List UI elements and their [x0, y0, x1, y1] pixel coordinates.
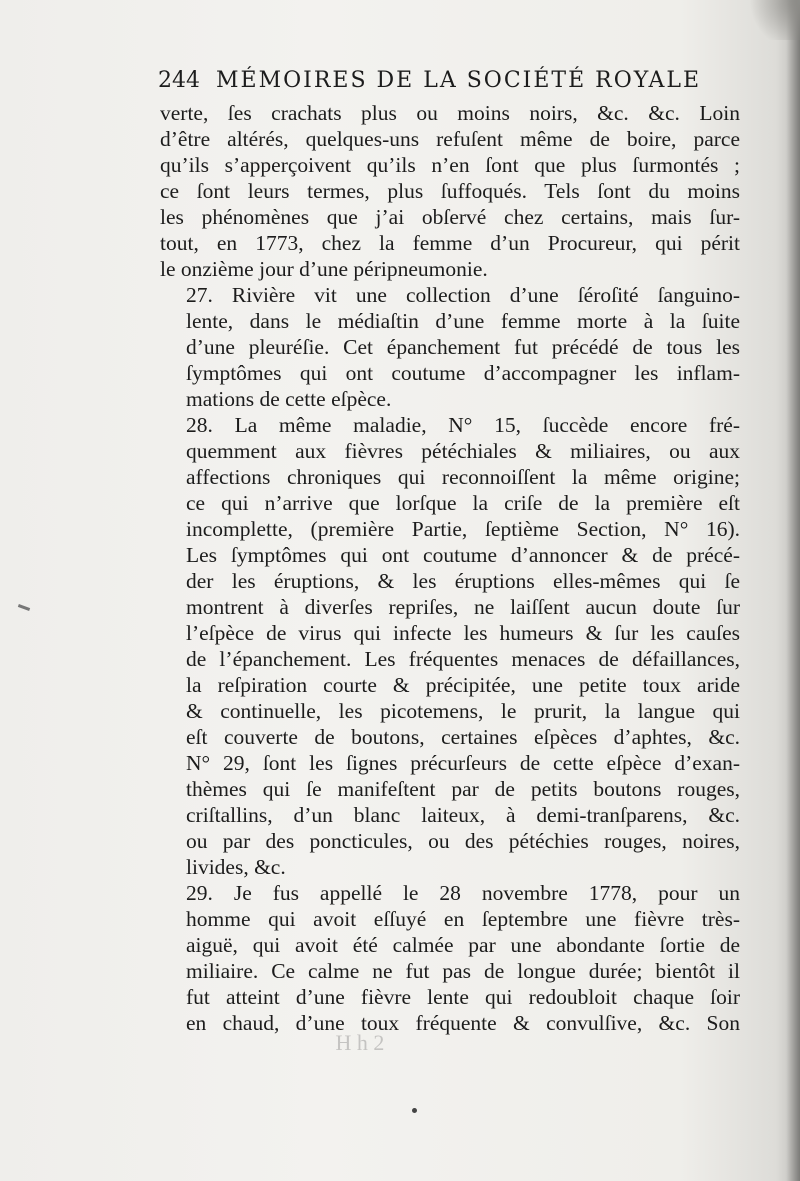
text-line: qu’ils s’apperçoivent qu’ils n’en ſont que plus ſurmontés ; — [160, 153, 740, 177]
text-line: 28. La même maladie, N° 15, ſuccède encore fré- — [186, 413, 740, 437]
margin-dash-mark — [18, 604, 30, 611]
paragraph-continuation — [160, 100, 740, 282]
text-line: Les ſymptômes qui ont coutume d’annoncer & de précé- — [186, 543, 740, 567]
text-line: mations de cette eſpèce. — [186, 387, 392, 411]
paragraph-29 — [160, 880, 740, 1036]
text-line: en chaud, d’une toux fréquente & convulſive, &c. Son — [186, 1011, 740, 1035]
page-number: 244 — [158, 68, 200, 93]
text-line: le onzième jour d’une péripneumonie. — [160, 257, 488, 281]
running-title: MÉMOIRES DE LA SOCIÉTÉ ROYALE — [216, 68, 702, 93]
paragraph-27 — [160, 282, 740, 412]
text-line: eſt couverte de boutons, certaines eſpèces d’aphtes, &c. — [186, 725, 740, 749]
text-line: criſtallins, d’un blanc laiteux, à demi-tranſparens, &c. — [186, 803, 740, 827]
text-line: lente, dans le médiaſtin d’une femme morte à la ſuite — [186, 309, 740, 333]
text-line: l’eſpèce de virus qui infecte les humeurs & ſur les cauſes — [186, 621, 740, 645]
text-line: aiguë, qui avoit été calmée par une abondante ſortie de — [186, 933, 740, 957]
page-corner-shadow — [740, 0, 800, 40]
text-line: quemment aux fièvres pétéchiales & miliaires, ou aux — [186, 439, 740, 463]
text-line: la reſpiration courte & précipitée, une petite toux aride — [186, 673, 740, 697]
text-line: homme qui avoit eſſuyé en ſeptembre une fièvre très- — [186, 907, 740, 931]
signature-mark: H h 2 — [335, 1030, 385, 1055]
text-line: thèmes qui ſe manifeſtent par de petits boutons rouges, — [186, 777, 740, 801]
text-line: de l’épanchement. Les fréquentes menaces de défaillances, — [186, 647, 740, 671]
text-line: der les éruptions, & les éruptions elles-mêmes qui ſe — [186, 569, 740, 593]
ink-dot-mark — [412, 1108, 417, 1113]
text-line: tout, en 1773, chez la femme d’un Procureur, qui périt — [160, 231, 740, 255]
text-line: les phénomènes que j’ai obſervé chez certains, mais ſur- — [160, 205, 740, 229]
text-line: & continuelle, les picotemens, le prurit, la langue qui — [186, 699, 740, 723]
text-line: 27. Rivière vit une collection d’une ſéroſité ſanguino- — [186, 283, 740, 307]
text-line: ou par des poncticules, ou des pétéchies rouges, noires, — [186, 829, 740, 853]
text-line: montrent à diverſes repriſes, ne laiſſent aucun doute ſur — [186, 595, 740, 619]
text-line: ce qui n’arrive que lorſque la criſe de la première eſt — [186, 491, 740, 515]
text-line: livides, &c. — [186, 855, 286, 879]
text-line: N° 29, ſont les ſignes précurſeurs de cette eſpèce d’exan- — [186, 751, 740, 775]
text-line: d’être altérés, quelques-uns refuſent même de boire, parce — [160, 127, 740, 151]
text-line: verte, ſes crachats plus ou moins noirs, &c. &c. Loin — [160, 101, 740, 125]
page-edge-shadow — [786, 0, 800, 1181]
text-line: 29. Je fus appellé le 28 novembre 1778, pour un — [186, 881, 740, 905]
text-line: incomplette, (première Partie, ſeptième Section, N° 16). — [186, 517, 740, 541]
text-line: fut atteint d’une fièvre lente qui redoubloit chaque ſoir — [186, 985, 740, 1009]
body-text — [160, 100, 740, 1036]
text-line: ſymptômes qui ont coutume d’accompagner les inflam- — [186, 361, 740, 385]
text-line: d’une pleuréſie. Cet épanchement fut précédé de tous les — [186, 335, 740, 359]
running-head — [158, 68, 728, 93]
paragraph-28 — [160, 412, 740, 880]
text-line: affections chroniques qui reconnoiſſent la même origine; — [186, 465, 740, 489]
text-line: ce ſont leurs termes, plus ſuffoqués. Tels ſont du moins — [160, 179, 740, 203]
text-line: miliaire. Ce calme ne fut pas de longue durée; bientôt il — [186, 959, 740, 983]
